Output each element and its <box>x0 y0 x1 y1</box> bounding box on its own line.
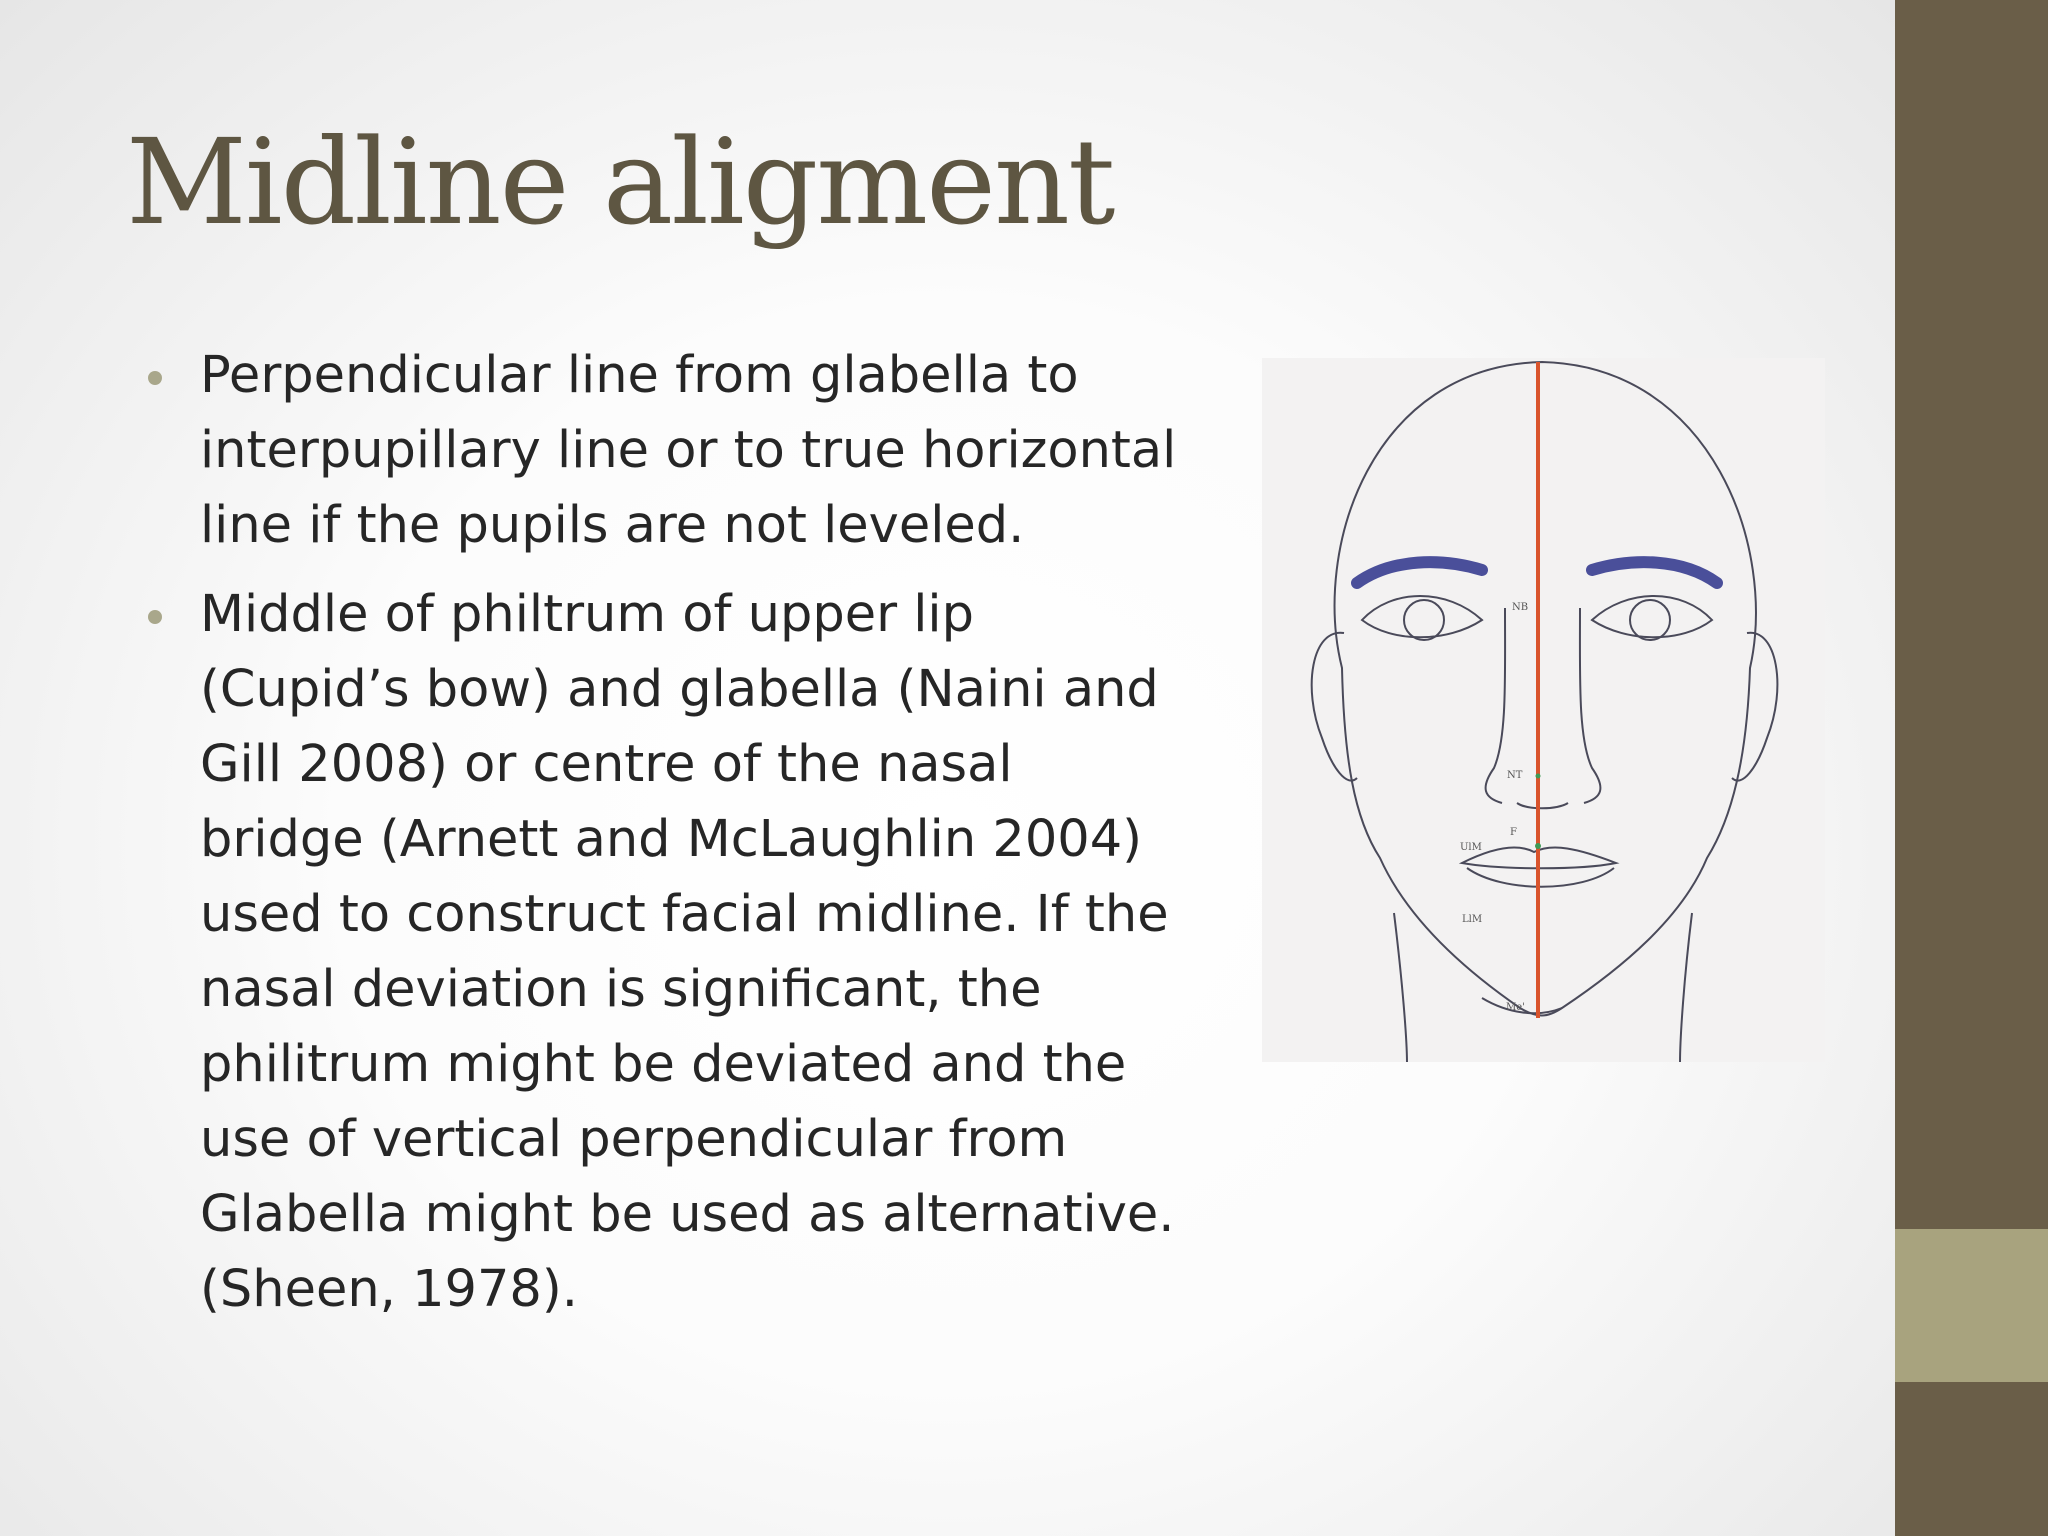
label-philtrum: F <box>1510 827 1517 838</box>
eyebrow-left <box>1357 562 1482 583</box>
neck-right <box>1680 913 1692 1062</box>
bullet-item <box>146 577 1186 1327</box>
landmark-nasal-tip-point <box>1536 774 1541 779</box>
bullet-text: Middle of philtrum of upper lip (Cupid’s bow) and glabella (Naini and Gill 2008) or centre of the nasal bridge (Arnett and McLaughlin 2004) used to construct facial midline. If the nasal deviation is significant, the philitrum might be deviated and the use of vertical perpendicular from Glabella might be used as alternative. (Sheen, 1978). <box>200 585 1175 1319</box>
ear-right <box>1732 633 1777 781</box>
eye-left <box>1362 596 1482 637</box>
side-bar-accent <box>1895 1229 2048 1382</box>
bullet-list <box>146 338 1186 1341</box>
label-menton: Me' <box>1506 1002 1525 1013</box>
label-nasion: NB <box>1512 602 1529 613</box>
head-outline <box>1335 362 1756 1016</box>
bullet-dot-icon <box>148 371 162 385</box>
eyebrow-right <box>1592 562 1717 583</box>
nose <box>1486 608 1601 808</box>
neck-left <box>1394 913 1407 1062</box>
label-lower-lip-midline: LlM <box>1462 914 1483 925</box>
bullet-text: Perpendicular line from glabella to interpupillary line or to true horizontal line if the pupils are not leveled. <box>200 346 1177 555</box>
lower-lip <box>1467 868 1614 887</box>
landmark-philtrum-point <box>1535 843 1541 849</box>
label-upper-lip-midline: UlM <box>1460 842 1482 853</box>
facial-midline-figure <box>1262 358 1825 1062</box>
bullet-item <box>146 338 1186 563</box>
slide-title: Midline aligment <box>126 113 1114 251</box>
bullet-dot-icon <box>148 610 162 624</box>
label-nasal-tip: NT <box>1507 770 1523 781</box>
face-diagram <box>1262 358 1825 1062</box>
eye-right <box>1592 596 1712 637</box>
ear-left <box>1312 633 1357 781</box>
